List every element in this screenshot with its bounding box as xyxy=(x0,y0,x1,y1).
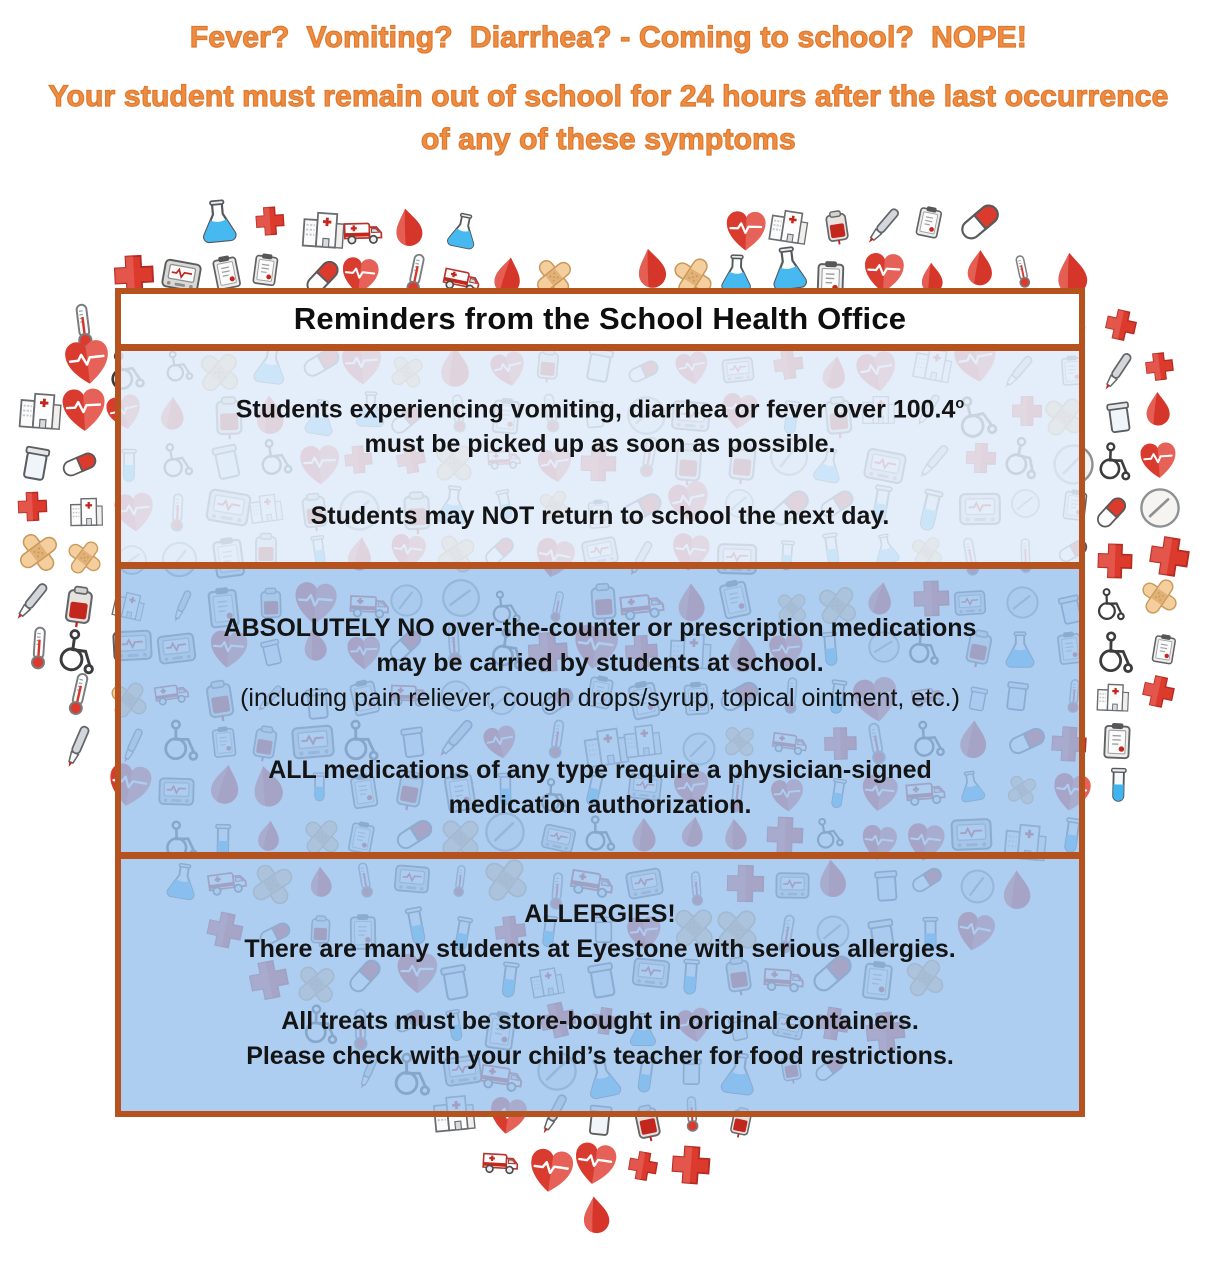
clipboard-icon xyxy=(908,201,951,244)
blood-drop-icon xyxy=(1137,388,1179,430)
meds-line-2: may be carried by students at school. xyxy=(376,649,824,677)
allergy-line-3: All treats must be store-bought in original containers. xyxy=(281,1007,919,1035)
header-line-policy-2: of any of these symptoms xyxy=(421,123,796,156)
allergy-policy-box xyxy=(115,853,1085,1117)
bandage-icon xyxy=(62,535,106,579)
medical-cross-icon xyxy=(1098,302,1143,347)
medical-cross-icon xyxy=(665,1139,716,1190)
meds-line-3: (including pain reliever, cough drops/syrup, topical ointment, etc.) xyxy=(240,684,960,712)
medicine-jar-icon xyxy=(1094,391,1144,441)
bandage-icon xyxy=(1135,572,1183,620)
flyer-header xyxy=(0,0,1217,157)
sick-line-3: Students may NOT return to school the next day. xyxy=(310,502,890,531)
page-title: Reminders from the School Health Office xyxy=(293,301,907,336)
bandage-icon xyxy=(13,527,64,578)
clipboard-icon xyxy=(1144,629,1183,668)
allergy-line-2: There are many students at Eyestone with serious allergies. xyxy=(244,935,956,963)
wheelchair-icon xyxy=(1092,586,1130,624)
medical-cross-icon xyxy=(1092,538,1137,583)
heart-pulse-icon xyxy=(565,1134,624,1193)
sick-line-1-text: Students experiencing vomiting, diarrhea or fever over 100.4 xyxy=(235,395,956,424)
header-line-policy-1: Your student must remain out of school for 24 hours after the last occurrence xyxy=(48,80,1169,113)
tablet-icon xyxy=(1135,483,1184,532)
sick-line-2: must be picked up as soon as possible. xyxy=(364,430,836,459)
capsule-icon xyxy=(56,441,102,487)
allergy-line-1: ALLERGIES! xyxy=(524,900,676,928)
scalpel-icon xyxy=(858,201,908,251)
capsule-icon xyxy=(954,196,1006,248)
medical-cross-icon xyxy=(1135,668,1181,714)
meds-line-1: ABSOLUTELY NO over-the-counter or prescription medications xyxy=(223,614,977,642)
medical-cross-icon xyxy=(13,487,52,526)
hospital-icon xyxy=(1093,678,1131,716)
blood-drop-icon xyxy=(571,1190,620,1239)
ambulance-icon xyxy=(480,1140,522,1182)
header-line-symptoms: Fever? Vomiting? Diarrhea? - Coming to school? NOPE! xyxy=(189,21,1028,54)
thermometer-icon xyxy=(1001,250,1045,294)
meds-line-4: ALL medications of any type require a physician-signed xyxy=(268,756,932,784)
heart-pulse-icon xyxy=(1134,436,1182,484)
wheelchair-icon xyxy=(1092,629,1140,677)
scalpel-icon xyxy=(1094,348,1140,394)
scalpel-icon xyxy=(6,576,56,626)
scalpel-icon xyxy=(50,719,106,775)
blood-bag-icon xyxy=(815,205,858,248)
capsule-icon xyxy=(1088,489,1134,535)
blood-drop-icon xyxy=(958,246,1001,289)
thermometer-icon xyxy=(50,665,107,722)
blood-drop-icon xyxy=(382,201,434,253)
degree-superscript: o xyxy=(955,396,965,412)
clipboard-icon xyxy=(245,249,287,291)
flask-icon xyxy=(439,207,486,254)
sick-policy-box xyxy=(115,345,1085,568)
medical-cross-icon xyxy=(1140,347,1179,386)
clipboard-icon xyxy=(1095,719,1139,763)
title-box xyxy=(115,288,1085,350)
ambulance-icon xyxy=(341,208,385,252)
flask-icon xyxy=(192,195,245,248)
test-tube-icon xyxy=(1098,765,1140,807)
medical-cross-icon xyxy=(622,1145,663,1186)
meds-line-5: medication authorization. xyxy=(448,791,752,819)
medical-cross-icon xyxy=(251,202,289,240)
sick-line-1 xyxy=(121,387,1079,427)
wheelchair-icon xyxy=(1092,439,1137,484)
medicine-jar-icon xyxy=(8,434,64,490)
medication-policy-box xyxy=(115,563,1085,858)
allergy-line-4: Please check with your child’s teacher for food restrictions. xyxy=(246,1042,954,1070)
hospital-icon xyxy=(67,493,106,532)
